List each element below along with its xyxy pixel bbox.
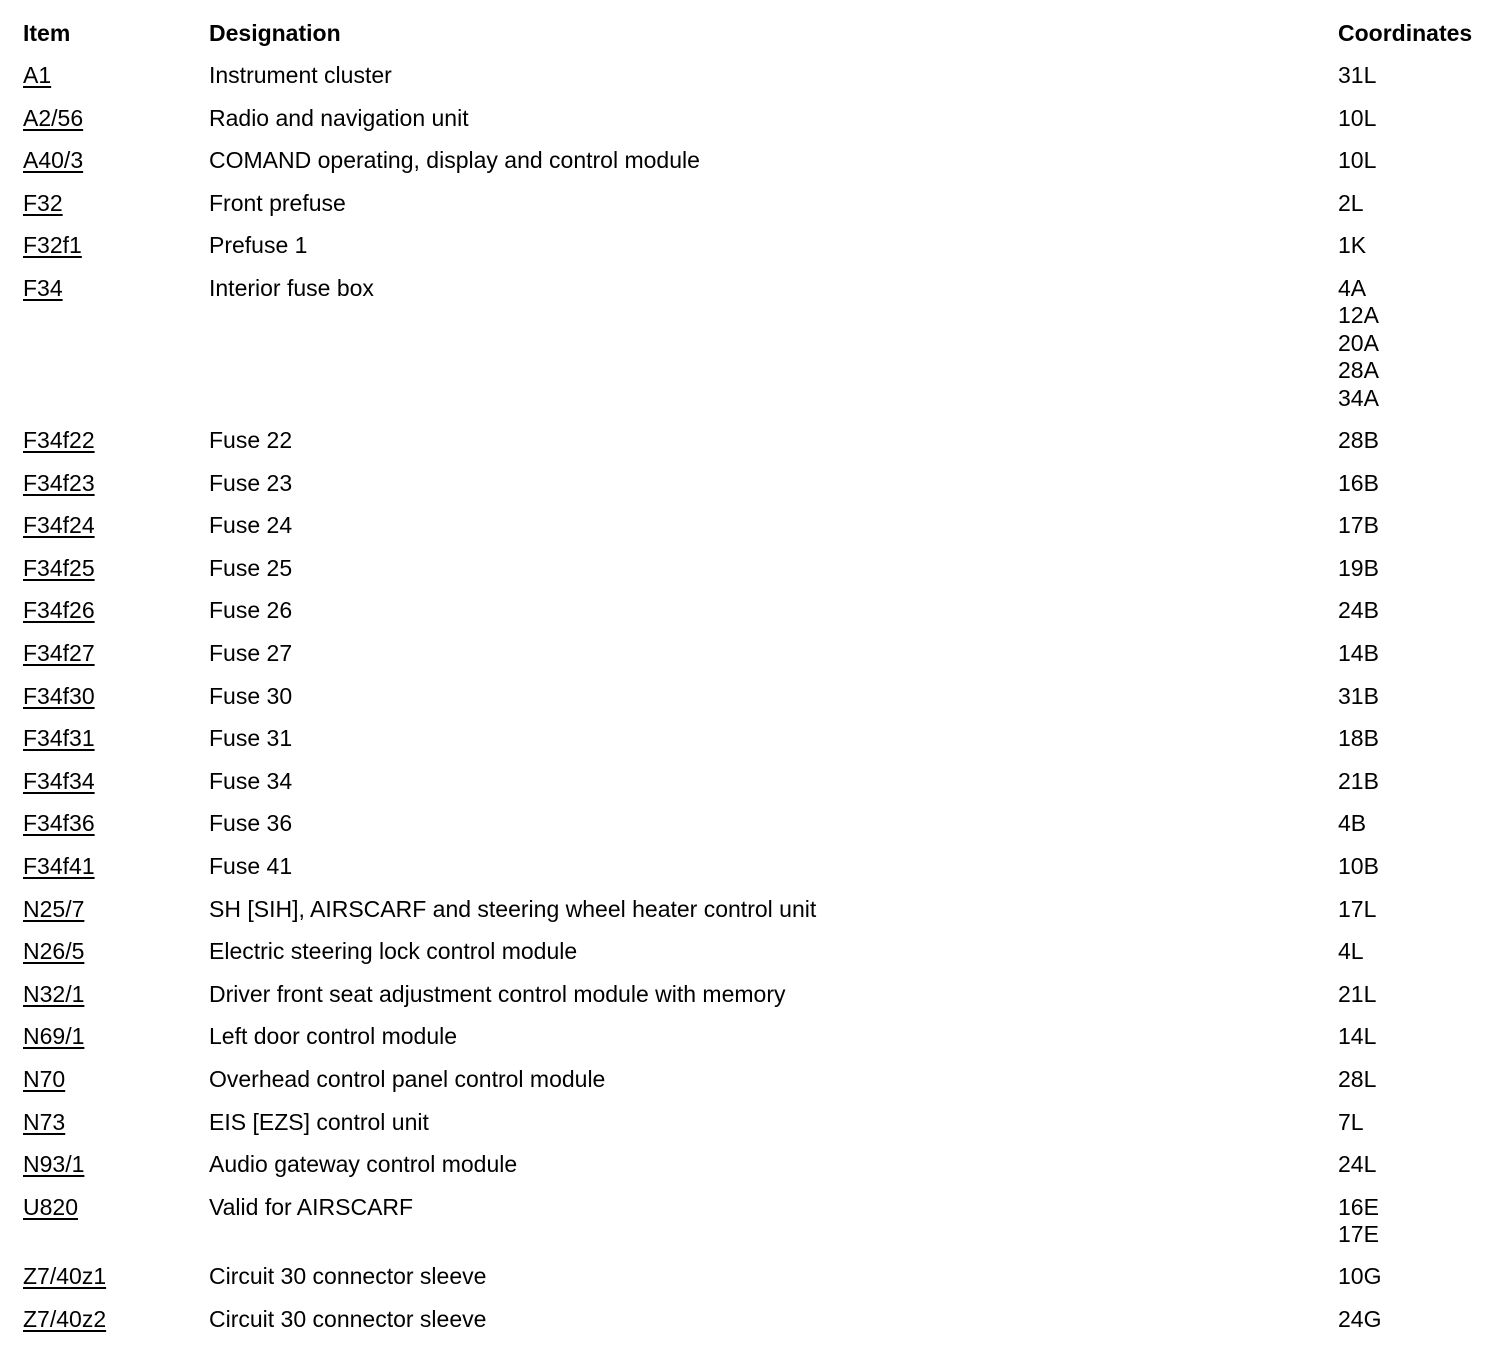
item-link[interactable]: N93/1 [23, 1151, 85, 1178]
item-cell [23, 981, 209, 1008]
designation-cell: Fuse 30 [209, 682, 293, 709]
item-link[interactable]: N73 [23, 1108, 66, 1135]
coordinate-value: 34A [1338, 384, 1379, 411]
item-link[interactable]: F34f27 [23, 640, 95, 667]
table-row [23, 147, 1493, 190]
designation-cell: Circuit 30 connector sleeve [209, 1305, 487, 1332]
coordinates-cell [1338, 725, 1493, 753]
coordinates-cell [1338, 640, 1493, 668]
designation-cell: Front prefuse [209, 189, 346, 216]
item-cell [23, 1263, 209, 1290]
coordinate-value: 24L [1338, 1151, 1377, 1178]
item-cell [23, 640, 209, 667]
item-cell [23, 512, 209, 539]
item-link[interactable]: F34 [23, 274, 63, 301]
item-link[interactable]: N25/7 [23, 895, 85, 922]
coordinates-cell [1338, 810, 1493, 838]
coordinates-cell [1338, 1306, 1493, 1334]
table-row [23, 1066, 1493, 1109]
coordinate-value: 12A [1338, 302, 1379, 329]
designation-cell: Prefuse 1 [209, 232, 308, 259]
table-row [23, 768, 1493, 811]
table-row [23, 1194, 1493, 1264]
designation-cell: Fuse 23 [209, 469, 293, 496]
item-cell [23, 1151, 209, 1178]
item-link[interactable]: F34f26 [23, 597, 95, 624]
table-row [23, 640, 1493, 683]
coordinate-value: 14B [1338, 640, 1379, 667]
item-cell [23, 597, 209, 624]
table-row [23, 190, 1493, 233]
coordinates-cell [1338, 1194, 1493, 1249]
table-row [23, 1306, 1493, 1349]
coordinate-value: 10B [1338, 853, 1379, 879]
coordinate-value: 24G [1338, 1305, 1382, 1332]
item-link[interactable]: A1 [23, 62, 52, 88]
coordinate-value: 24B [1338, 597, 1379, 624]
item-link[interactable]: F34f23 [23, 469, 95, 496]
item-cell [23, 105, 209, 132]
coordinates-cell [1338, 981, 1493, 1009]
item-cell [23, 470, 209, 497]
coordinate-value: 7L [1338, 1108, 1364, 1135]
coordinate-value: 1K [1338, 232, 1367, 259]
item-cell [23, 427, 209, 454]
coordinate-value: 21B [1338, 767, 1379, 794]
item-link[interactable]: F32f1 [23, 232, 82, 259]
designation-cell: Fuse 26 [209, 597, 293, 624]
item-cell [23, 1306, 209, 1333]
coordinate-value: 20A [1338, 329, 1379, 356]
item-link[interactable]: F34f31 [23, 725, 95, 752]
designation-cell: Instrument cluster [209, 62, 392, 88]
designation-cell: Radio and navigation unit [209, 104, 469, 131]
table-row [23, 1151, 1493, 1194]
coordinates-cell [1338, 470, 1493, 498]
table-row [23, 810, 1493, 853]
header-item: Item [23, 20, 71, 46]
table-row [23, 555, 1493, 598]
coordinates-cell [1338, 938, 1493, 966]
coordinate-value: 28A [1338, 357, 1379, 384]
table-header-row [23, 20, 1493, 62]
coordinates-cell [1338, 896, 1493, 924]
coordinate-value: 31L [1338, 62, 1377, 88]
table-row [23, 853, 1493, 896]
item-cell [23, 853, 209, 880]
header-coordinates: Coordinates [1338, 20, 1473, 46]
item-link[interactable]: F34f24 [23, 512, 95, 539]
item-link[interactable]: Z7/40z1 [23, 1263, 107, 1290]
designation-cell: Electric steering lock control module [209, 938, 578, 965]
coordinate-value: 28L [1338, 1065, 1377, 1092]
coordinates-cell [1338, 683, 1493, 711]
table-row [23, 512, 1493, 555]
designation-cell: COMAND operating, display and control module [209, 147, 700, 174]
designation-cell: Fuse 24 [209, 512, 293, 539]
item-link[interactable]: F34f25 [23, 554, 95, 581]
table-row [23, 232, 1493, 275]
table-row [23, 1263, 1493, 1306]
item-link[interactable]: A2/56 [23, 104, 84, 131]
coordinates-cell [1338, 147, 1493, 175]
coordinate-value: 16B [1338, 469, 1379, 496]
coordinates-cell [1338, 232, 1493, 260]
designation-cell: Left door control module [209, 1023, 458, 1050]
table-row [23, 1109, 1493, 1152]
table-row [23, 683, 1493, 726]
coordinates-cell [1338, 190, 1493, 218]
coordinate-value: 17L [1338, 895, 1377, 922]
table-row [23, 938, 1493, 981]
item-cell [23, 1066, 209, 1093]
coordinate-value: 18B [1338, 725, 1379, 752]
table-row [23, 62, 1493, 105]
item-link[interactable]: F34f36 [23, 810, 95, 837]
coordinate-value: 4A [1338, 274, 1367, 301]
coordinate-value: 17B [1338, 512, 1379, 539]
item-cell [23, 683, 209, 710]
designation-cell: Fuse 27 [209, 640, 293, 667]
coordinate-value: 19B [1338, 554, 1379, 581]
item-cell [23, 896, 209, 923]
coordinate-value: 2L [1338, 189, 1364, 216]
item-link[interactable]: A40/3 [23, 147, 84, 174]
designation-cell: Valid for AIRSCARF [209, 1193, 414, 1220]
designation-cell: Fuse 34 [209, 767, 293, 794]
coordinate-value: 28B [1338, 427, 1379, 454]
designation-cell: Circuit 30 connector sleeve [209, 1263, 487, 1290]
item-cell [23, 1194, 209, 1221]
table-row [23, 896, 1493, 939]
coordinates-cell [1338, 275, 1493, 413]
item-link[interactable]: F34f41 [23, 853, 95, 879]
designation-cell: Interior fuse box [209, 274, 374, 301]
table-row [23, 275, 1493, 427]
table-row [23, 981, 1493, 1024]
coordinates-cell [1338, 1151, 1493, 1179]
coordinates-cell [1338, 512, 1493, 540]
item-cell [23, 768, 209, 795]
item-link[interactable]: Z7/40z2 [23, 1305, 107, 1332]
item-link[interactable]: N69/1 [23, 1023, 85, 1050]
header-designation: Designation [209, 20, 341, 46]
item-cell [23, 938, 209, 965]
designation-cell: Audio gateway control module [209, 1151, 518, 1178]
item-link[interactable]: N32/1 [23, 980, 85, 1007]
coordinates-cell [1338, 105, 1493, 133]
designation-cell: Fuse 25 [209, 554, 293, 581]
item-link[interactable]: N70 [23, 1065, 66, 1092]
coordinates-cell [1338, 1263, 1493, 1291]
table-row [23, 1023, 1493, 1066]
designation-cell: Fuse 22 [209, 427, 293, 454]
coordinates-cell [1338, 427, 1493, 455]
designation-cell: Fuse 31 [209, 725, 293, 752]
coordinates-cell [1338, 1023, 1493, 1051]
coordinates-cell [1338, 853, 1493, 881]
coordinate-value: 4B [1338, 810, 1367, 837]
designation-cell: SH [SIH], AIRSCARF and steering wheel heater control unit [209, 895, 817, 922]
designation-cell: Overhead control panel control module [209, 1065, 606, 1092]
table-row [23, 105, 1493, 148]
coordinate-value: 16E [1338, 1193, 1379, 1220]
item-link[interactable]: N26/5 [23, 938, 85, 965]
item-cell [23, 725, 209, 752]
coordinate-value: 10G [1338, 1263, 1382, 1290]
item-link[interactable]: U820 [23, 1193, 78, 1220]
item-link[interactable]: F34f22 [23, 427, 95, 454]
coordinate-value: 17E [1338, 1221, 1379, 1248]
designation-cell: Fuse 36 [209, 810, 293, 837]
item-cell [23, 147, 209, 174]
coordinate-value: 14L [1338, 1023, 1377, 1050]
coordinates-cell [1338, 1109, 1493, 1137]
item-cell [23, 62, 209, 89]
item-cell [23, 190, 209, 217]
coordinate-value: 31B [1338, 682, 1379, 709]
item-cell [23, 1023, 209, 1050]
coordinates-cell [1338, 768, 1493, 796]
table-row [23, 725, 1493, 768]
table-row [23, 597, 1493, 640]
coordinates-cell [1338, 62, 1493, 90]
item-cell [23, 555, 209, 582]
table-row [23, 470, 1493, 513]
item-cell [23, 1109, 209, 1136]
coordinates-cell [1338, 1066, 1493, 1094]
coordinates-cell [1338, 597, 1493, 625]
table-row [23, 427, 1493, 470]
item-link[interactable]: F34f34 [23, 767, 95, 794]
item-cell [23, 275, 209, 302]
coordinate-value: 21L [1338, 980, 1377, 1007]
coordinate-value: 10L [1338, 104, 1377, 131]
designation-cell: Fuse 41 [209, 853, 293, 879]
coordinate-value: 4L [1338, 938, 1364, 965]
designation-cell: EIS [EZS] control unit [209, 1108, 429, 1135]
designation-cell: Driver front seat adjustment control module with memory [209, 980, 786, 1007]
item-link[interactable]: F32 [23, 189, 63, 216]
coordinates-cell [1338, 555, 1493, 583]
item-cell [23, 232, 209, 259]
component-legend-table [23, 20, 1493, 1349]
item-cell [23, 810, 209, 837]
table-body [23, 62, 1493, 1349]
item-link[interactable]: F34f30 [23, 682, 95, 709]
coordinate-value: 10L [1338, 147, 1377, 174]
